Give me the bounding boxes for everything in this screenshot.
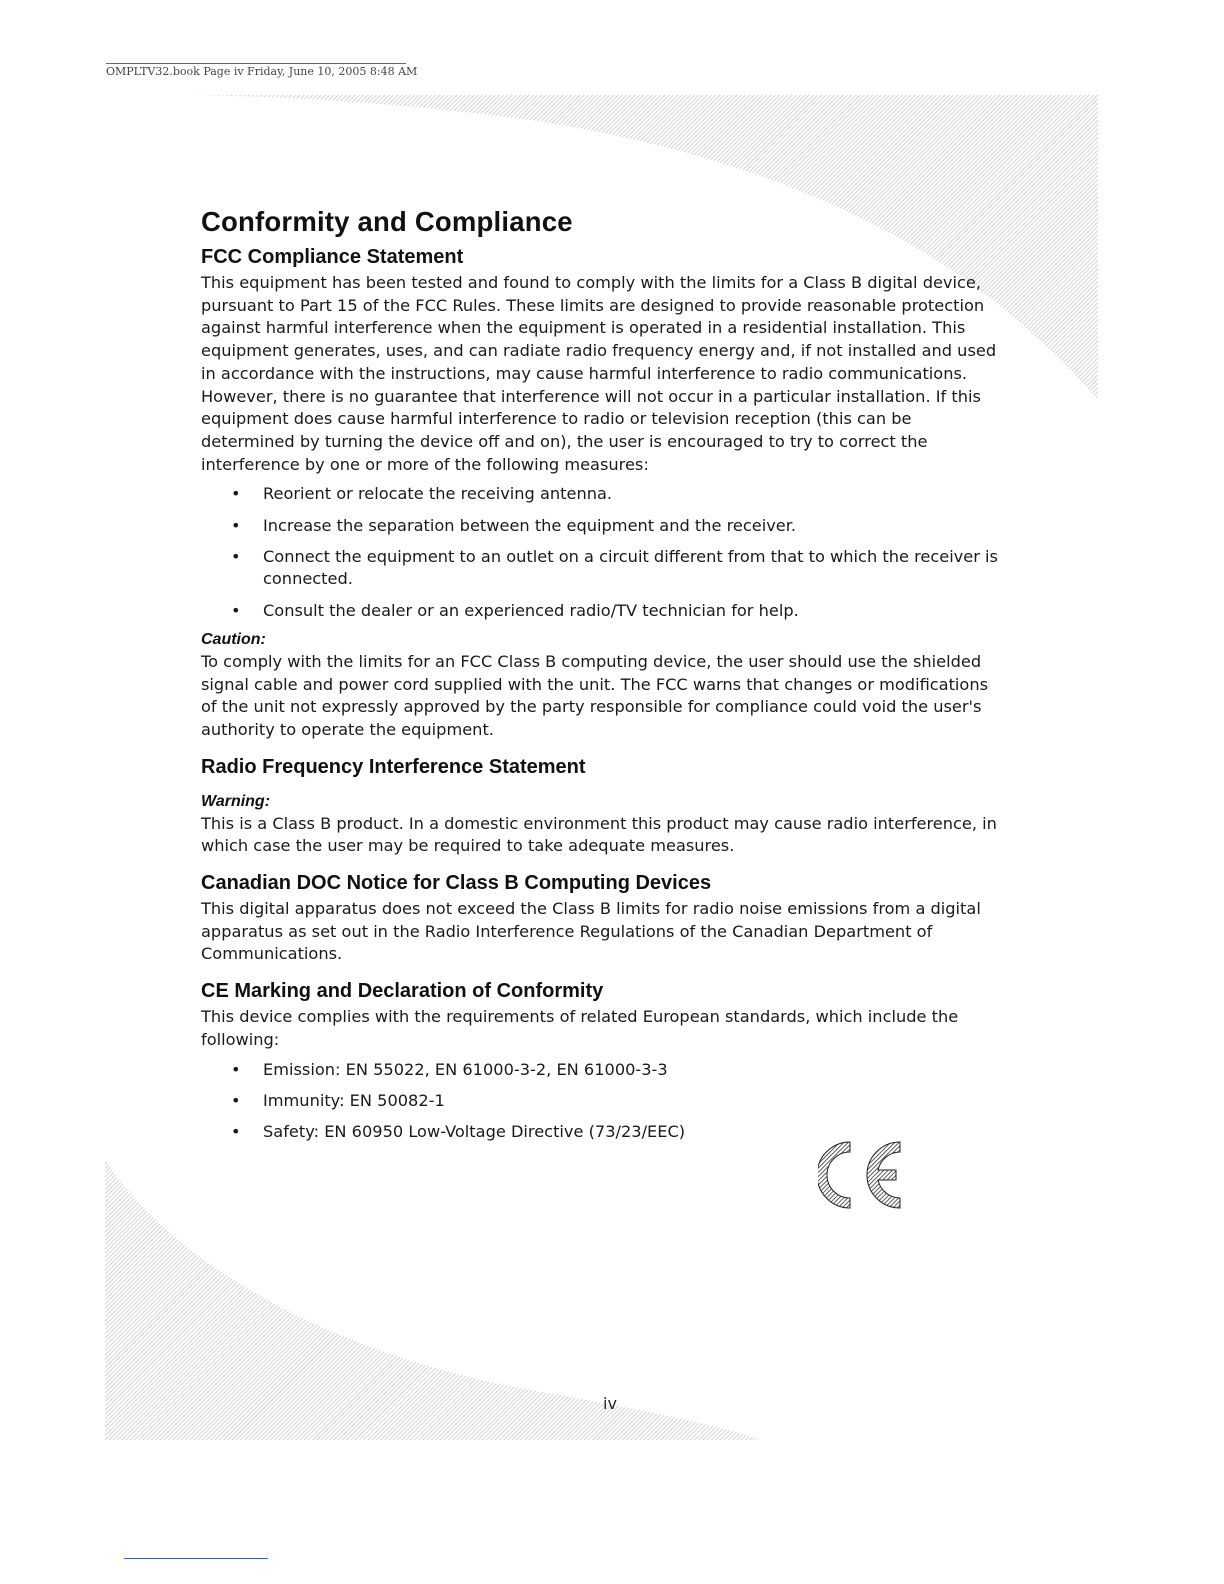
page-number: iv [603, 1394, 617, 1413]
list-item: • Connect the equipment to an outlet on a circuit different from that to which the receiver is connected. [231, 546, 998, 589]
warning-body: This is a Class B product. In a domestic environment this product may cause radio interference, in which case the user may be required to take adequate measures. [201, 813, 997, 856]
rfi-heading: Radio Frequency Interference Statement [201, 755, 586, 778]
bottom-swoosh [105, 1160, 760, 1440]
doc-body: This digital apparatus does not exceed the Class B limits for radio noise emissions from a digital apparatus as set out in the Radio Interference Regulations of the Canadian Department of Communications. [201, 899, 981, 964]
bullet-icon: • [231, 484, 241, 504]
list-item: • Increase the separation between the equipment and the receiver. [201, 515, 1001, 538]
fcc-measures-list [201, 483, 1001, 622]
bullet-icon: • [231, 1059, 241, 1079]
bullet-icon: • [231, 1090, 241, 1110]
warning-label: Warning: [201, 792, 271, 810]
footer-divider [124, 1558, 268, 1559]
list-item: • Consult the dealer or an experienced radio/TV technician for help. [201, 600, 1001, 623]
caution-label: Caution: [201, 630, 266, 648]
fcc-body: This equipment has been tested and found to comply with the limits for a Class B digital device, pursuant to Part 15 of the FCC Rules. These limits are designed to provide reasonable protection against harmful interference when the equipment is operated in a residential installation. This equipment generates, uses, and can radiate radio frequency energy and, if not installed and used in accordance with the instructions, may cause harmful interference to radio communications. However, there is no guarantee that interference will not occur in a particular installation. If this equipment does cause harmful interference to radio or television reception (this can be determined by turning the device off and on), the user is encouraged to try to correct the interference by one or more of the following measures: [201, 273, 997, 474]
bullet-icon: • [231, 546, 241, 566]
ce-heading: CE Marking and Declaration of Conformity [201, 980, 604, 1003]
doc-heading: Canadian DOC Notice for Class B Computing Devices [201, 872, 712, 895]
list-item: • Reorient or relocate the receiving antenna. [201, 483, 1001, 506]
bullet-icon: • [231, 515, 241, 535]
bullet-icon: • [231, 600, 241, 620]
caution-body: To comply with the limits for an FCC Class B computing device, the user should use the shielded signal cable and power cord supplied with the unit. The FCC warns that changes or modifications of the unit not expressly approved by the party responsible for compliance could void the user's authority to operate the equipment. [201, 651, 989, 739]
list-item: • Safety: EN 60950 Low-Voltage Directive (73/23/EEC) [201, 1121, 1001, 1144]
fcc-heading: FCC Compliance Statement [201, 246, 464, 268]
list-item: • Emission: EN 55022, EN 61000-3-2, EN 61000-3-3 [201, 1059, 1001, 1082]
list-item: • Immunity: EN 50082-1 [201, 1090, 1001, 1113]
ce-body: This device complies with the requirements of related European standards, which include the following: [201, 1007, 959, 1049]
ce-mark-icon [818, 1138, 904, 1212]
page-title: Conformity and Compliance [201, 206, 573, 237]
page-content [201, 206, 1001, 1152]
bullet-icon: • [231, 1121, 241, 1141]
ce-standards-list [201, 1059, 1001, 1144]
print-header: OMPLTV32.book Page iv Friday, June 10, 2005 8:48 AM [106, 65, 418, 78]
